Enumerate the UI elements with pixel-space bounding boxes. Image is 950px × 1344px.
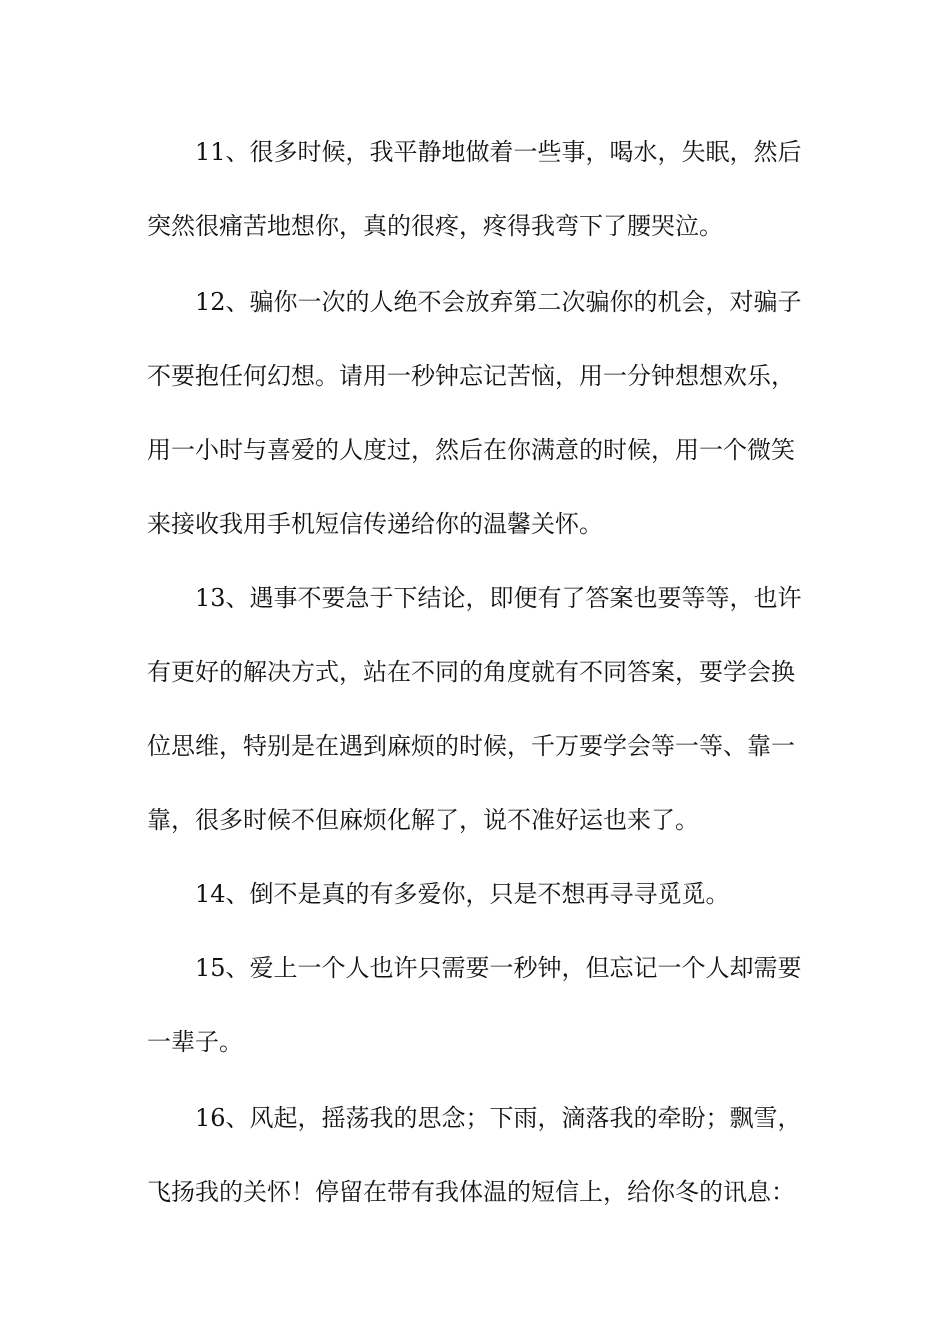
paragraph-12-line-2: 不要抱任何幻想。请用一秒钟忘记苦恼，用一分钟想想欢乐， (147, 362, 795, 390)
paragraph-14-line-1: 14、倒不是真的有多爱你，只是不想再寻寻觅觅。 (195, 880, 730, 908)
paragraph-11-line-2: 突然很痛苦地想你，真的很疼，疼得我弯下了腰哭泣。 (147, 212, 723, 240)
paragraph-12-line-1: 12、骗你一次的人绝不会放弃第二次骗你的机会，对骗子 (195, 288, 802, 316)
paragraph-16-line-1: 16、风起，摇荡我的思念；下雨，滴落我的牵盼；飘雪， (195, 1104, 802, 1132)
paragraph-13-line-4: 靠，很多时候不但麻烦化解了，说不准好运也来了。 (147, 806, 699, 834)
paragraph-11-line-1: 11、很多时候，我平静地做着一些事，喝水，失眠，然后 (195, 138, 802, 166)
paragraph-13-line-3: 位思维，特别是在遇到麻烦的时候，千万要学会等一等、靠一 (147, 732, 795, 760)
paragraph-13-line-1: 13、遇事不要急于下结论，即便有了答案也要等等，也许 (195, 584, 802, 612)
paragraph-16-line-2: 飞扬我的关怀！停留在带有我体温的短信上，给你冬的讯息： (147, 1178, 795, 1206)
paragraph-12-line-3: 用一小时与喜爱的人度过，然后在你满意的时候，用一个微笑 (147, 436, 795, 464)
paragraph-15-line-1: 15、爱上一个人也许只需要一秒钟，但忘记一个人却需要 (195, 954, 802, 982)
paragraph-12-line-4: 来接收我用手机短信传递给你的温馨关怀。 (147, 510, 603, 538)
paragraph-13-line-2: 有更好的解决方式，站在不同的角度就有不同答案，要学会换 (147, 658, 795, 686)
paragraph-15-line-2: 一辈子。 (147, 1028, 243, 1056)
